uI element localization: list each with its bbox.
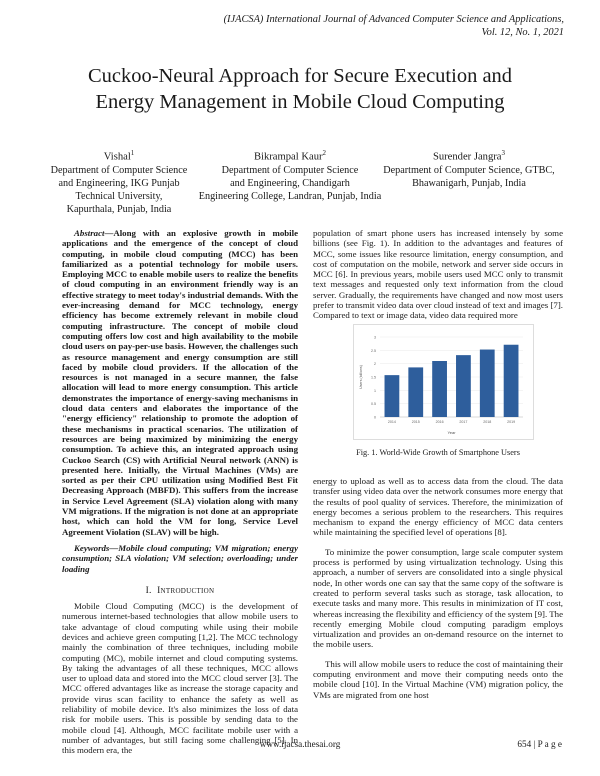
figure-1 xyxy=(353,324,534,440)
figure-caption: Fig. 1. World-Wide Growth of Smartphone Users xyxy=(356,448,520,457)
title-line-2: Energy Management in Mobile Cloud Computing xyxy=(95,91,505,113)
x-tick-label: 2017 xyxy=(459,420,468,424)
author-sup: 3 xyxy=(501,149,506,157)
intro-continued: population of smart phone users has increased intensely by some billions (see Fig. 1). In addition to the advantages and features of MCC, some issues like resource limitation, energy consumption, and cost of computation on the mobile, network and server side occurs in MCC [6]. In previous years, mobile users used MCC only to transmit text messages and requested only text information from the cloud server. Gradually, the requirements have changed and now most users prefer to transmit video data over cloud instead of text and images [7]. Compared to text or image data, video data required more xyxy=(313,228,563,321)
smartphone-growth-chart xyxy=(354,325,533,439)
paragraph: energy to upload as well as to access data from the cloud. The data transfer using video data over the network consumes more energy that the results of pool quality of services. Therefore, the minimization of energy becomes a serious problem to the researchers. This requires mechanism to expand the energy efficiency of MCC data centers while maintaining the specified level of operations [8]. xyxy=(313,476,563,538)
affiliation-line: Department of Computer Science, GTBC, xyxy=(383,164,555,176)
x-tick-label: 2016 xyxy=(435,420,444,424)
author-3 xyxy=(378,147,560,190)
y-tick-label: 1 xyxy=(374,388,376,393)
x-tick-label: 2019 xyxy=(507,420,516,424)
affiliation-line: Engineering College, Landran, Punjab, India xyxy=(198,190,382,202)
affiliation-line: Department of Computer Science xyxy=(50,164,188,176)
section-number: I. xyxy=(145,585,152,596)
y-tick-label: 1.5 xyxy=(371,375,376,380)
author-sup: 1 xyxy=(130,149,135,157)
x-tick-label: 2018 xyxy=(483,420,492,424)
affiliation-line: Department of Computer Science xyxy=(221,164,359,176)
journal-name: (IJACSA) International Journal of Advanced Computer Science and Applications, xyxy=(223,14,564,25)
bar xyxy=(432,361,447,417)
author-name: Vishal xyxy=(103,151,131,163)
paper-title xyxy=(0,63,600,115)
journal-volume: Vol. 12, No. 1, 2021 xyxy=(481,26,564,38)
author-sup: 2 xyxy=(322,149,327,157)
y-axis-label: Users (billions) xyxy=(359,365,363,389)
affiliation-line: Bhawanigarh, Punjab, India xyxy=(412,177,526,189)
bar xyxy=(408,367,423,417)
affiliation-line: and Engineering, IKG Punjab xyxy=(58,177,180,189)
journal-header xyxy=(224,14,564,39)
section-title: Introduction xyxy=(157,585,215,596)
author-2 xyxy=(190,147,390,203)
x-tick-label: 2014 xyxy=(387,420,396,424)
affiliation-line: Kapurthala, Punjab, India xyxy=(66,203,172,215)
x-tick-label: 2015 xyxy=(411,420,420,424)
bar xyxy=(504,345,519,417)
page-number: 654 | P a g e xyxy=(517,739,562,749)
y-tick-label: 2.5 xyxy=(371,348,376,353)
keywords xyxy=(62,543,298,574)
bar xyxy=(456,355,471,417)
y-tick-label: 2 xyxy=(374,362,376,367)
bar xyxy=(385,375,400,417)
section-heading xyxy=(62,586,298,596)
left-column xyxy=(62,228,298,756)
title-line-1: Cuckoo-Neural Approach for Secure Execution and xyxy=(87,65,513,87)
footer-url: www.ijacsa.thesai.org xyxy=(259,739,341,749)
paragraph: This will allow mobile users to reduce the cost of maintaining their computing environment and move their computing needs onto the mobile cloud [10]. In the Virtual Machine (VM) migration policy, the VMs are migrated from one host xyxy=(313,658,563,700)
keywords-text: —Mobile cloud computing; VM migration; energy consumption; SLA violation; VM selection; overloading; under loading xyxy=(62,542,298,574)
abstract-text: —Along with an explosive growth in mobile applications and the emergence of the concept of cloud computing, in mobile cloud computing (MCC) has been familiarized as a potential technology for mobile users. Employing MCC to enable mobile users to realize the benefits of cloud computing in an environment friendly way is an effective strategy to meet today's industrial demands. With the ever-increasing demand for MCC technology, energy efficiency has become extremely relevant in mobile cloud computing infrastructure. The concept of mobile cloud computing offers low cost and high availability to the mobile cloud users on pay-per-use basis. However, the challenges such as resource management and energy consumption are still faced by mobile cloud providers. If the allocation of the resources is not managed in a secure manner, the false allocation will lead to more energy consumption. This article demonstrates the importance of energy-saving mechanisms in cloud data centers and elaborates the importance of the "energy efficiency" relationship to promote the adoption of these mechanisms in practical scenarios. The utilization of resources are being maximized by minimizing the energy consumption. To achieve this, an integrated approach using Cuckoo Search (CS) with Artificial Neural network (ANN) is presented here. Initially, the Virtual Machines (VMs) are sorted as per their CPU utilization using Modified Best Fit Decreasing Approach (MBFD). This suffers from the increase in Service Level Agreement (SLA) violation along with many VM migrations. If the migration is not done at an appropriate host, which can hold the VM for long, Service Level Agreement Violation (SLAV) will be high. xyxy=(62,228,298,537)
y-tick-label: 0.5 xyxy=(371,402,376,407)
abstract xyxy=(62,228,298,537)
affiliation-line: and Engineering, Chandigarh xyxy=(230,177,350,189)
right-column-bottom xyxy=(313,476,563,700)
y-tick-label: 0 xyxy=(374,415,376,420)
y-tick-label: 3 xyxy=(374,335,376,340)
author-name: Surender Jangra xyxy=(432,151,502,163)
affiliation-line: Technical University, xyxy=(75,190,163,202)
author-1 xyxy=(44,147,194,216)
right-column-top xyxy=(313,228,563,321)
abstract-label: Abstract xyxy=(74,228,105,238)
intro-paragraph: Mobile Cloud Computing (MCC) is the development of numerous internet-based technologies that allow mobile users to take advantage of cloud computing while using their mobile devices and achieve green computing [1,2]. The MCC technology mainly the combination of three techniques, including mobile computing (MC), mobile internet and cloud computing systems. By taking the advantages of all these techniques, MCC allows user to upload data and stored into the MCC cloud server [3]. The MCC offered advantages like as increase the storage capacity and provide virus scan facility to enhance the safety as well as reliability of mobile device. It's also minimizes the loss of data risk for mobile users. This is possible by sending data to the mobile cloud [4]. Although, MCC facilitate mobile user with a number of advantages, but still facing some challenging [5]. In this modern era, the xyxy=(62,601,298,756)
x-axis-label: Year xyxy=(447,430,456,435)
paragraph: To minimize the power consumption, large scale computer system process is performed by using virtualization technology. Using this approach, a number of servers are consolidated into a single physical node, In other words one can say that the same copy of the software is created to perform several tasks such as storage, task allocation, to execute tasks and many more. This results in minimization of IT cost, whereas increasing the flexibility and efficiency of the system [9]. The recently emerging Mobile cloud computing paradigm employs virtualization and provides an on-demand resource on the internet to the mobile users. xyxy=(313,546,563,650)
bar xyxy=(480,350,495,417)
author-name: Bikrampal Kaur xyxy=(253,151,323,163)
keywords-label: Keywords xyxy=(74,542,110,553)
